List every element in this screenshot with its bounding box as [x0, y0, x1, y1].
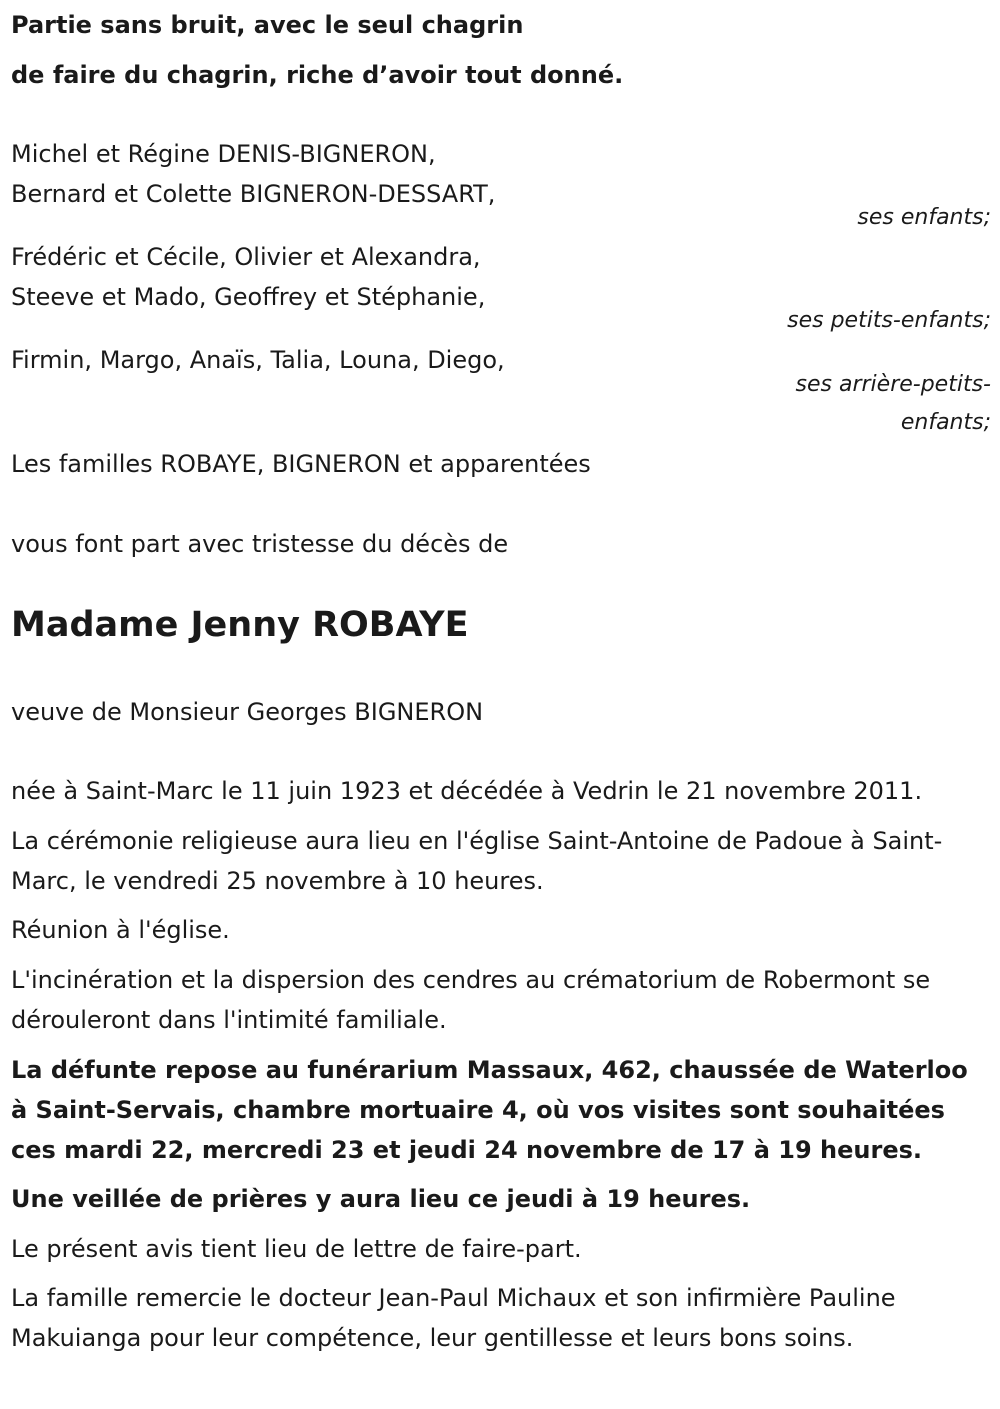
great-grandchildren-relation-line-1: ses arrière-petits-: [795, 372, 991, 397]
birth-death-paragraph: née à Saint-Marc le 11 juin 1923 et décédée à Vedrin le 21 novembre 2011.: [11, 777, 923, 805]
meeting-paragraph: Réunion à l'église.: [11, 916, 230, 944]
incineration-paragraph: L'incinération et la dispersion des cendres au crématorium de Robermont se dérouleront dans l'intimité familiale.: [11, 966, 931, 1034]
children-line-1: Michel et Régine DENIS-BIGNERON,: [11, 140, 436, 168]
notice-paragraph: Le présent avis tient lieu de lettre de faire-part.: [11, 1235, 582, 1263]
great-grandchildren-names: Firmin, Margo, Anaïs, Talia, Louna, Diego,: [11, 346, 505, 374]
children-names: [11, 134, 495, 214]
quote-line-2: de faire du chagrin, riche d’avoir tout donné.: [11, 61, 624, 89]
children-line-2: Bernard et Colette BIGNERON-DESSART,: [11, 180, 496, 208]
announcement-line: vous font part avec tristesse du décès de: [11, 530, 509, 558]
obituary-notice: [11, 0, 991, 1409]
deceased-name: Madame Jenny ROBAYE: [11, 605, 469, 645]
funerarium-paragraph: La défunte repose au funérarium Massaux, 462, chaussée de Waterloo à Saint-Servais, chambre mortuaire 4, où vos visites sont souhaitées ces mardi 22, mercredi 23 et jeudi 24 novembre de 17 à 19 heures.: [11, 1056, 968, 1164]
grandchildren-names: [11, 237, 485, 317]
quote-line-1: Partie sans bruit, avec le seul chagrin: [11, 11, 524, 39]
grandchildren-line-2: Steeve et Mado, Geoffrey et Stéphanie,: [11, 283, 486, 311]
thanks-paragraph: La famille remercie le docteur Jean-Paul Michaux et son infirmière Pauline Makuianga pour leur compétence, leur gentillesse et leurs bons soins.: [11, 1284, 896, 1352]
grandchildren-line-1: Frédéric et Cécile, Olivier et Alexandra,: [11, 243, 481, 271]
ceremony-paragraph: La cérémonie religieuse aura lieu en l'église Saint-Antoine de Padoue à Saint-Marc, le vendredi 25 novembre à 10 heures.: [11, 827, 943, 895]
epitaph-quote: [11, 0, 623, 100]
widow-of-line: veuve de Monsieur Georges BIGNERON: [11, 698, 484, 726]
families-line: Les familles ROBAYE, BIGNERON et apparentées: [11, 450, 591, 478]
grandchildren-relation: ses petits-enfants;: [787, 308, 991, 333]
vigil-paragraph: Une veillée de prières y aura lieu ce jeudi à 19 heures.: [11, 1185, 751, 1213]
children-relation: ses enfants;: [857, 205, 991, 230]
great-grandchildren-relation-line-2: enfants;: [900, 410, 991, 435]
great-grandchildren-relation: [796, 366, 991, 442]
